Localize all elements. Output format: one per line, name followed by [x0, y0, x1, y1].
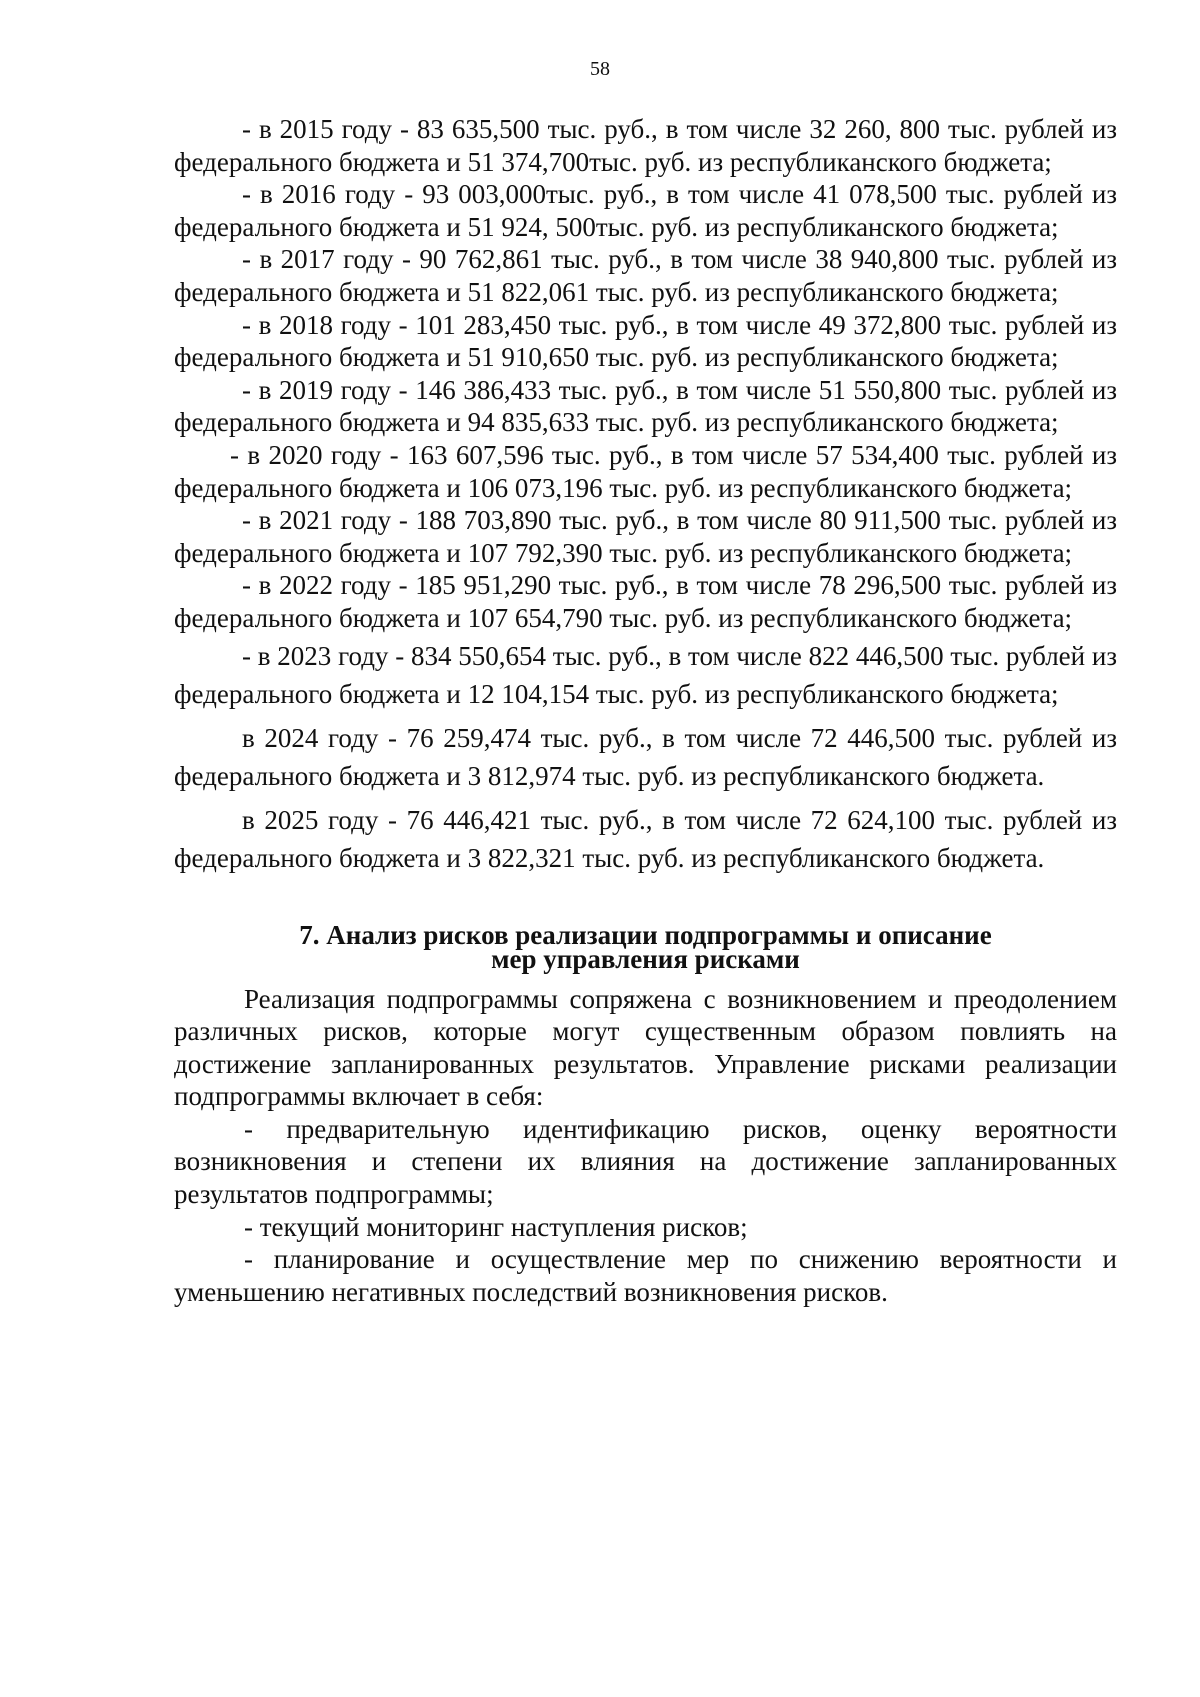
funding-item-2015: - в 2015 году - 83 635,500 тыс. руб., в том числе 32 260, 800 тыс. рублей из федерального бюджета и 51 374,700тыс. руб. из республиканского бюджета; [174, 114, 1117, 177]
risk-measure-item-1: - предварительную идентификацию рисков, оценку вероятности возникновения и степени их влияния на достижение запланированных результатов подпрограммы; [174, 1113, 1117, 1210]
funding-item-2019: - в 2019 году - 146 386,433 тыс. руб., в том числе 51 550,800 тыс. рублей из федерального бюджета и 94 835,633 тыс. руб. из республиканского бюджета; [174, 374, 1117, 438]
section-heading-line-1: 7. Анализ рисков реализации подпрограммы и описание [299, 919, 992, 950]
funding-item-2022: - в 2022 году - 185 951,290 тыс. руб., в том числе 78 296,500 тыс. рублей из федерального бюджета и 107 654,790 тыс. руб. из республиканского бюджета; [174, 570, 1117, 633]
funding-item-2016: - в 2016 году - 93 003,000тыс. руб., в том числе 41 078,500 тыс. рублей из федерального бюджета и 51 924, 500тыс. руб. из республиканского бюджета; [174, 179, 1117, 242]
funding-item-2025: в 2025 году - 76 446,421 тыс. руб., в том числе 72 624,100 тыс. рублей из федерального бюджета и 3 822,321 тыс. руб. из республиканского бюджета. [174, 804, 1117, 873]
document-body [174, 113, 1117, 1308]
funding-item-2021: - в 2021 году - 188 703,890 тыс. руб., в том числе 80 911,500 тыс. рублей из федерального бюджета и 107 792,390 тыс. руб. из республиканского бюджета; [174, 505, 1117, 568]
funding-item-2017: - в 2017 году - 90 762,861 тыс. руб., в том числе 38 940,800 тыс. рублей из федерального бюджета и 51 822,061 тыс. руб. из республиканского бюджета; [174, 244, 1117, 307]
funding-item-2020: - в 2020 году - 163 607,596 тыс. руб., в том числе 57 534,400 тыс. рублей из федерального бюджета и 106 073,196 тыс. руб. из республиканского бюджета; [174, 439, 1117, 503]
page-number: 58 [590, 58, 610, 80]
funding-item-2024: в 2024 году - 76 259,474 тыс. руб., в том числе 72 446,500 тыс. рублей из федерального бюджета и 3 812,974 тыс. руб. из республиканского бюджета. [174, 722, 1117, 791]
section-heading-line-2: мер управления рисками [491, 943, 800, 974]
risk-measure-item-2: - текущий мониторинг наступления рисков; [244, 1211, 748, 1242]
risk-measure-item-3: - планирование и осуществление мер по снижению вероятности и уменьшению негативных последствий возникновения рисков. [174, 1244, 1117, 1307]
funding-item-2023: - в 2023 году - 834 550,654 тыс. руб., в том числе 822 446,500 тыс. рублей из федерального бюджета и 12 104,154 тыс. руб. из республиканского бюджета; [174, 640, 1117, 709]
section-heading [174, 919, 1117, 974]
section-intro: Реализация подпрограммы сопряжена с возникновением и преодолением различных рисков, которые могут существенным образом повлиять на достижение запланированных результатов. Управление рисками реализации подпрограммы включает в себя: [174, 983, 1117, 1112]
funding-item-2018: - в 2018 году - 101 283,450 тыс. руб., в том числе 49 372,800 тыс. рублей из федерального бюджета и 51 910,650 тыс. руб. из республиканского бюджета; [174, 309, 1117, 373]
